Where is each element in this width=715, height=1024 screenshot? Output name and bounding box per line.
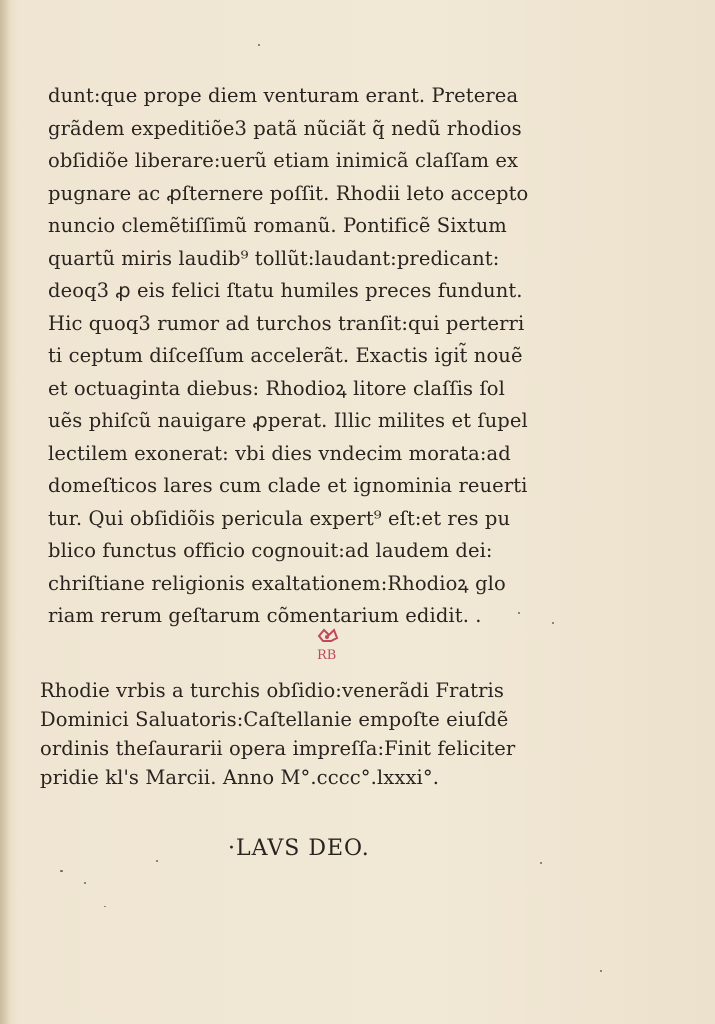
paper-speck [552,622,554,624]
paper-speck [60,870,63,872]
text-line: nuncio clemẽtiſſimũ romanũ. Pontificẽ Sixtum [48,214,507,237]
colophon [40,676,570,792]
text-line: et octuaginta diebus: Rhodioꝝ litore claſſis ſol [48,376,505,400]
text-line: chriſtiane religionis exaltationem:Rhodioꝝ glo [48,571,506,595]
text-line: tur. Qui obſidiõis pericula expert⁹ eſt:et res pu [48,506,511,530]
text-line: domeſticos lares cum clade et ignominia reuerti [48,474,528,497]
text-line: obſidiõe liberare:uerũ etiam inimicã claſſam ex [48,149,519,172]
paper-speck [258,44,260,46]
text-line: quartũ miris laudib⁹ tollũt:laudant:predicant: [48,246,500,270]
paper-speck [540,862,542,864]
text-line: pugnare ac ꝓſternere poſſit. Rhodii leto accepto [48,181,529,205]
library-stamp [307,626,347,666]
text-line: ti ceptum diſceſſum accelerãt. Exactis igit̃ nouẽ [48,344,523,367]
colophon-line: Rhodie vrbis a turchis obſidio:venerãdi Fratris [40,679,504,702]
library-stamp-icon [307,626,347,666]
paper-speck [156,860,158,862]
text-line: lectilem exonerat: vbi dies vndecim morata:ad [48,441,511,465]
colophon-line: ordinis theſaurarii opera impreſſa:Finit feliciter [40,737,516,760]
text-line: riam rerum geſtarum cõmentarium edidit. . [48,604,482,627]
text-line: deoq3 ꝓ eis felici ſtatu humiles preces fundunt. [48,279,523,302]
text-line: grãdem expeditiõe3 patã nũciãt q̃ nedũ rhodios [48,116,522,140]
paper-speck [84,882,86,884]
gutter-shadow [0,0,10,1024]
colophon-line: pridie kl's Marcii. Anno M°.cccc°.lxxxi°. [40,766,440,789]
colophon-line: Dominici Saluatoris:Caſtellanie empoſte eiuſdẽ [40,708,509,731]
text-line: blico functus officio cognouit:ad laudem dei: [48,539,493,562]
text-line: dunt:que prope diem venturam erant. Preterea [48,84,519,107]
text-line: Hic quoq3 rumor ad turchos tranſit:qui perterri [48,311,525,335]
body-text [48,80,568,633]
text-line: uẽs phiſcũ nauigare ꝓperat. Illic milites et ſupel [48,409,528,432]
stamp-text: RB [317,648,337,663]
closing-line: ·LAVS DEO. [228,836,370,861]
paper-speck [518,612,520,614]
paper-speck [600,970,602,972]
paper-speck [104,906,106,907]
